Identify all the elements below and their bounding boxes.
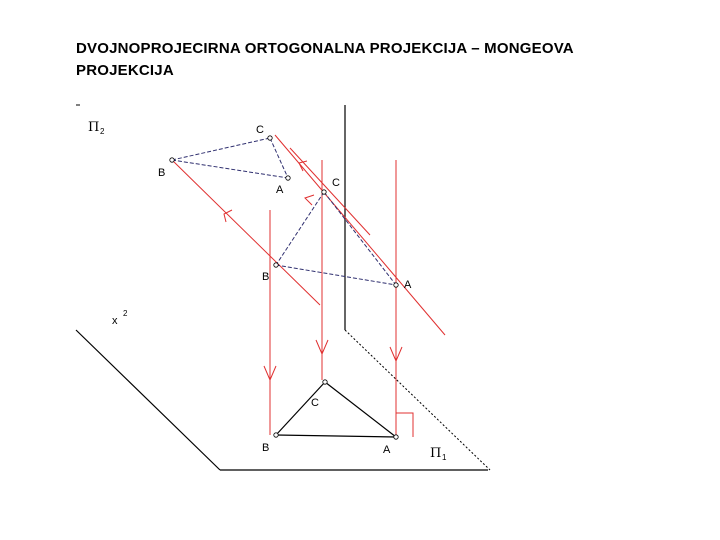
title-line-1: DVOJNOPROJECIRNA ORTOGONALNA PROJEKCIJA – MONGEOVA [76,40,574,57]
plane-fold-line [345,330,490,470]
label-pi2-subscript: 2 [100,127,105,136]
arrow-diagonal-c [299,161,307,171]
middle-edge-cb [276,192,324,265]
label-c-upper: C [256,124,264,136]
point-a-upper [286,176,290,180]
label-x-axis: x [112,315,118,327]
middle-edge-ba [276,265,396,285]
point-c-lower [323,380,327,384]
right-angle-mark [396,413,413,437]
label-b-upper: B [158,167,166,179]
label-b-lower: B [262,442,270,454]
label-x-subscript: 2 [123,309,128,318]
point-a-lower [394,435,398,439]
label-a-lower: A [383,444,391,456]
title-line-2: PROJEKCIJA [76,62,174,79]
upper-edge-ba [172,160,288,178]
point-b-middle [274,263,278,267]
point-c-middle [322,190,326,194]
point-a-middle [394,283,398,287]
label-pi1-subscript: 1 [442,453,447,462]
upper-edge-bc [172,138,270,160]
label-pi2: Π [88,120,100,135]
projection-line-diagonal-c [290,148,370,235]
label-b-middle: B [262,271,270,283]
label-a-upper: A [276,184,284,196]
upper-edge-ca [270,138,288,178]
label-c-lower: C [311,397,319,409]
label-c-middle: C [332,177,340,189]
lower-edge-ca [325,382,396,437]
lower-edge-ba [276,435,396,437]
point-b-lower [274,433,278,437]
point-c-upper [268,136,272,140]
label-pi1: Π [430,446,442,461]
horizontal-plane-left-edge [76,330,220,470]
point-b-upper [170,158,174,162]
arrow-diagonal-a [305,195,314,205]
label-a-middle: A [404,279,412,291]
